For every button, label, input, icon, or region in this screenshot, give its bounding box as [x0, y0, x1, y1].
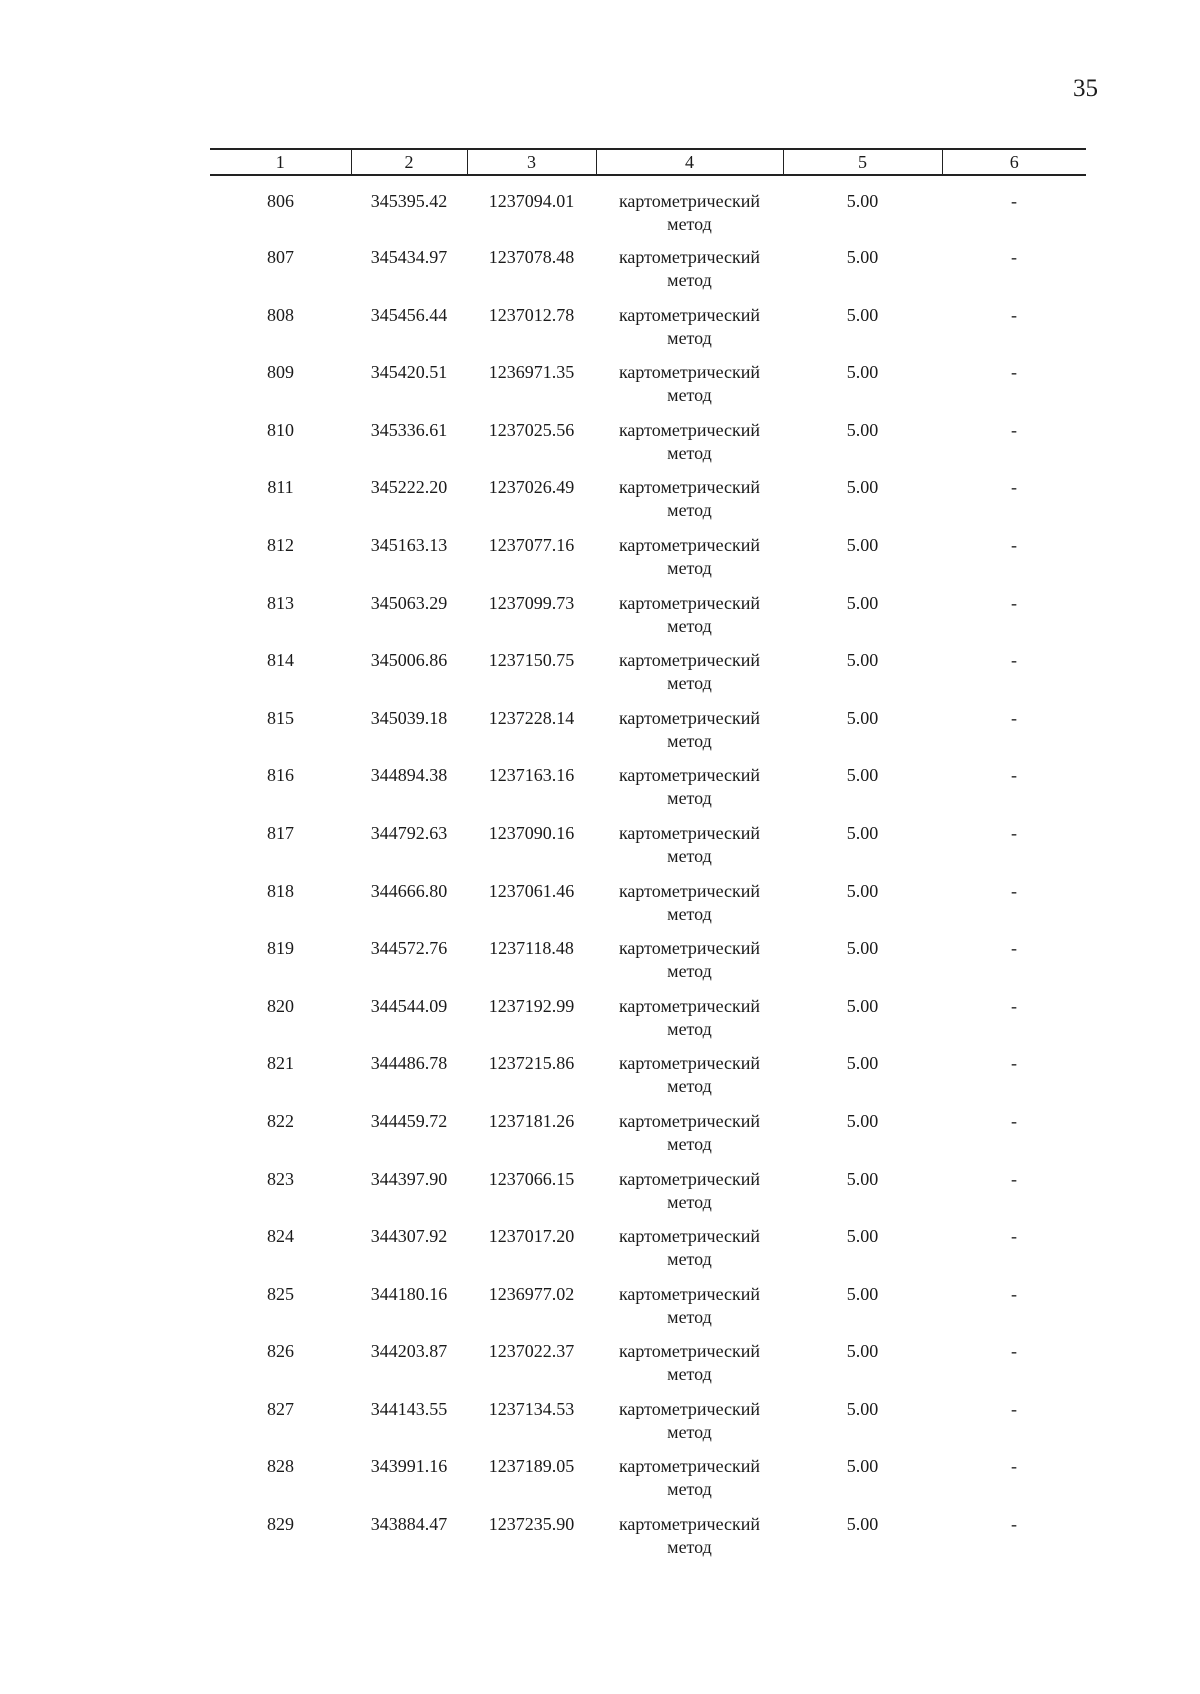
header-row	[210, 149, 1086, 175]
table-row	[210, 1513, 1086, 1571]
x-coordinate-cell: 344203.87	[370, 1341, 448, 1362]
y-coordinate-cell: 1237061.46	[488, 880, 575, 901]
description-cell: -	[1011, 534, 1017, 555]
description-cell: -	[1011, 1456, 1017, 1477]
description-cell: -	[1011, 765, 1017, 786]
header-col-2: 2	[351, 149, 467, 175]
point-number-cell: 808	[267, 304, 294, 325]
table-row	[210, 1225, 1086, 1283]
method-cell	[596, 1052, 783, 1110]
y-coordinate-cell: 1237118.48	[489, 938, 574, 959]
accuracy-cell: 5.00	[846, 362, 879, 383]
table-row	[210, 937, 1086, 995]
method-line-1: картометрический	[618, 1456, 761, 1477]
method-line-2: метод	[667, 615, 712, 636]
method-line-1: картометрический	[618, 191, 761, 211]
method-line-2: метод	[667, 327, 712, 348]
point-number-cell: 823	[267, 1168, 294, 1189]
point-number-cell: 826	[267, 1341, 294, 1362]
method-line-2: метод	[667, 961, 712, 982]
table-row	[210, 476, 1086, 534]
table-row	[210, 361, 1086, 419]
method-cell	[596, 1110, 783, 1168]
method-cell	[596, 419, 783, 477]
description-cell: -	[1011, 1168, 1017, 1189]
description-cell: -	[1011, 1053, 1017, 1074]
accuracy-cell: 5.00	[846, 191, 879, 211]
method-line-2: метод	[667, 1133, 712, 1154]
method-line-2: метод	[667, 788, 712, 809]
accuracy-cell: 5.00	[846, 1110, 879, 1131]
method-cell	[596, 1513, 783, 1571]
description-cell: -	[1011, 191, 1017, 211]
x-coordinate-cell: 344894.38	[370, 765, 448, 786]
accuracy-cell: 5.00	[846, 304, 879, 325]
table-row	[210, 592, 1086, 650]
method-line-1: картометрический	[618, 477, 761, 498]
x-coordinate-cell: 343884.47	[370, 1514, 448, 1535]
method-cell	[596, 361, 783, 419]
method-cell	[596, 304, 783, 362]
method-line-2: метод	[667, 730, 712, 751]
method-cell	[596, 937, 783, 995]
method-cell	[596, 246, 783, 304]
accuracy-cell: 5.00	[846, 1341, 879, 1362]
x-coordinate-cell: 345395.42	[370, 191, 448, 211]
y-coordinate-cell: 1237094.01	[488, 191, 575, 211]
y-coordinate-cell: 1237090.16	[488, 822, 575, 843]
description-cell: -	[1011, 1110, 1017, 1131]
y-coordinate-cell: 1236971.35	[488, 362, 575, 383]
method-cell	[596, 707, 783, 765]
x-coordinate-cell: 345063.29	[370, 592, 448, 613]
method-line-2: метод	[667, 385, 712, 406]
accuracy-cell: 5.00	[846, 1226, 879, 1247]
x-coordinate-cell: 344572.76	[370, 938, 448, 959]
accuracy-cell: 5.00	[846, 1053, 879, 1074]
point-number-cell: 813	[267, 592, 294, 613]
page-number: 35	[1073, 75, 1098, 102]
method-cell	[596, 649, 783, 707]
method-cell	[596, 1283, 783, 1341]
method-line-1: картометрический	[618, 1514, 761, 1535]
x-coordinate-cell: 345336.61	[370, 419, 448, 440]
x-coordinate-cell: 343991.16	[370, 1456, 448, 1477]
accuracy-cell: 5.00	[846, 880, 879, 901]
table-row	[210, 822, 1086, 880]
point-number-cell: 815	[267, 707, 294, 728]
x-coordinate-cell: 344180.16	[370, 1283, 448, 1304]
accuracy-cell: 5.00	[846, 534, 879, 555]
y-coordinate-cell: 1237025.56	[488, 419, 575, 440]
table-row	[210, 304, 1086, 362]
method-cell	[596, 1398, 783, 1456]
accuracy-cell: 5.00	[846, 1283, 879, 1304]
point-number-cell: 821	[267, 1053, 294, 1074]
table-row	[210, 175, 1086, 246]
description-cell: -	[1011, 995, 1017, 1016]
y-coordinate-cell: 1236977.02	[488, 1283, 575, 1304]
x-coordinate-cell: 344397.90	[370, 1168, 448, 1189]
description-cell: -	[1011, 362, 1017, 383]
accuracy-cell: 5.00	[846, 707, 879, 728]
y-coordinate-cell: 1237026.49	[488, 477, 575, 498]
method-cell	[596, 592, 783, 650]
accuracy-cell: 5.00	[846, 247, 879, 267]
table-header	[210, 149, 1086, 175]
method-line-2: метод	[667, 1537, 712, 1558]
table-row	[210, 1340, 1086, 1398]
accuracy-cell: 5.00	[846, 1398, 879, 1419]
table-row	[210, 246, 1086, 304]
y-coordinate-cell: 1237078.48	[488, 247, 575, 267]
method-line-1: картометрический	[618, 362, 761, 383]
accuracy-cell: 5.00	[846, 419, 879, 440]
y-coordinate-cell: 1237077.16	[488, 534, 575, 555]
method-line-1: картометрический	[618, 650, 761, 671]
method-line-2: метод	[667, 557, 712, 578]
description-cell: -	[1011, 650, 1017, 671]
method-cell	[596, 822, 783, 880]
point-number-cell: 824	[267, 1226, 294, 1247]
description-cell: -	[1011, 1226, 1017, 1247]
method-cell	[596, 880, 783, 938]
point-number-cell: 818	[267, 880, 294, 901]
table-row	[210, 1052, 1086, 1110]
accuracy-cell: 5.00	[846, 650, 879, 671]
method-line-1: картометрический	[618, 765, 761, 786]
accuracy-cell: 5.00	[846, 995, 879, 1016]
accuracy-cell: 5.00	[846, 765, 879, 786]
method-cell	[596, 1225, 783, 1283]
description-cell: -	[1011, 1398, 1017, 1419]
header-col-5: 5	[783, 149, 942, 175]
description-cell: -	[1011, 304, 1017, 325]
y-coordinate-cell: 1237017.20	[488, 1226, 575, 1247]
table-row	[210, 1110, 1086, 1168]
method-line-1: картометрический	[618, 1110, 761, 1131]
method-line-2: метод	[667, 1018, 712, 1039]
method-cell	[596, 534, 783, 592]
method-line-2: метод	[667, 1191, 712, 1212]
method-line-1: картометрический	[618, 534, 761, 555]
coordinates-table-wrapper	[210, 148, 1086, 1571]
y-coordinate-cell: 1237066.15	[488, 1168, 575, 1189]
table-row	[210, 419, 1086, 477]
table-body	[210, 175, 1086, 1571]
method-line-1: картометрический	[618, 995, 761, 1016]
method-line-2: метод	[667, 1479, 712, 1500]
y-coordinate-cell: 1237181.26	[488, 1110, 575, 1131]
description-cell: -	[1011, 592, 1017, 613]
x-coordinate-cell: 345006.86	[370, 650, 448, 671]
accuracy-cell: 5.00	[846, 477, 879, 498]
method-line-1: картометрический	[618, 1168, 761, 1189]
method-line-1: картометрический	[618, 707, 761, 728]
accuracy-cell: 5.00	[846, 1456, 879, 1477]
table-row	[210, 1283, 1086, 1341]
table-row	[210, 534, 1086, 592]
description-cell: -	[1011, 419, 1017, 440]
method-line-1: картометрический	[618, 304, 761, 325]
table-row	[210, 1398, 1086, 1456]
point-number-cell: 812	[267, 534, 294, 555]
method-line-1: картометрический	[618, 419, 761, 440]
method-line-2: метод	[667, 845, 712, 866]
method-cell	[596, 1340, 783, 1398]
x-coordinate-cell: 344307.92	[370, 1226, 448, 1247]
method-line-2: метод	[667, 214, 712, 234]
x-coordinate-cell: 345456.44	[370, 304, 448, 325]
point-number-cell: 828	[267, 1456, 294, 1477]
point-number-cell: 807	[267, 247, 294, 267]
method-cell	[596, 476, 783, 534]
description-cell: -	[1011, 707, 1017, 728]
description-cell: -	[1011, 880, 1017, 901]
x-coordinate-cell: 344486.78	[370, 1053, 448, 1074]
method-line-2: метод	[667, 1421, 712, 1442]
x-coordinate-cell: 345434.97	[370, 247, 448, 267]
table-row	[210, 995, 1086, 1053]
y-coordinate-cell: 1237012.78	[488, 304, 575, 325]
description-cell: -	[1011, 938, 1017, 959]
method-line-2: метод	[667, 1249, 712, 1270]
accuracy-cell: 5.00	[846, 1514, 879, 1535]
method-line-2: метод	[667, 1306, 712, 1327]
header-col-1: 1	[210, 149, 351, 175]
method-line-2: метод	[667, 1364, 712, 1385]
description-cell: -	[1011, 1341, 1017, 1362]
method-cell	[596, 175, 783, 246]
point-number-cell: 819	[267, 938, 294, 959]
point-number-cell: 809	[267, 362, 294, 383]
accuracy-cell: 5.00	[846, 822, 879, 843]
accuracy-cell: 5.00	[846, 938, 879, 959]
point-number-cell: 806	[267, 191, 294, 211]
table-row	[210, 1168, 1086, 1226]
x-coordinate-cell: 345420.51	[370, 362, 448, 383]
point-number-cell: 816	[267, 765, 294, 786]
table-row	[210, 1455, 1086, 1513]
method-line-1: картометрический	[618, 1053, 761, 1074]
y-coordinate-cell: 1237192.99	[488, 995, 575, 1016]
x-coordinate-cell: 344666.80	[370, 880, 448, 901]
y-coordinate-cell: 1237099.73	[488, 592, 575, 613]
point-number-cell: 820	[267, 995, 294, 1016]
accuracy-cell: 5.00	[846, 592, 879, 613]
y-coordinate-cell: 1237134.53	[488, 1398, 575, 1419]
coordinates-table	[210, 148, 1086, 1571]
method-line-2: метод	[667, 673, 712, 694]
y-coordinate-cell: 1237215.86	[488, 1053, 575, 1074]
method-line-1: картометрический	[618, 1341, 761, 1362]
table-row	[210, 880, 1086, 938]
point-number-cell: 817	[267, 822, 294, 843]
table-row	[210, 649, 1086, 707]
point-number-cell: 825	[267, 1283, 294, 1304]
method-line-2: метод	[667, 270, 712, 290]
header-col-3: 3	[467, 149, 596, 175]
method-line-1: картометрический	[618, 822, 761, 843]
method-line-1: картометрический	[618, 880, 761, 901]
method-cell	[596, 764, 783, 822]
description-cell: -	[1011, 822, 1017, 843]
point-number-cell: 810	[267, 419, 294, 440]
x-coordinate-cell: 345222.20	[370, 477, 448, 498]
accuracy-cell: 5.00	[846, 1168, 879, 1189]
header-col-6: 6	[942, 149, 1086, 175]
method-line-1: картометрический	[618, 1226, 761, 1247]
y-coordinate-cell: 1237150.75	[488, 650, 575, 671]
description-cell: -	[1011, 1514, 1017, 1535]
description-cell: -	[1011, 247, 1017, 267]
y-coordinate-cell: 1237228.14	[488, 707, 575, 728]
y-coordinate-cell: 1237189.05	[488, 1456, 575, 1477]
description-cell: -	[1011, 477, 1017, 498]
point-number-cell: 827	[267, 1398, 294, 1419]
y-coordinate-cell: 1237235.90	[488, 1514, 575, 1535]
point-number-cell: 829	[267, 1514, 294, 1535]
point-number-cell: 822	[267, 1110, 294, 1131]
method-line-1: картометрический	[618, 592, 761, 613]
method-line-1: картометрический	[618, 1283, 761, 1304]
x-coordinate-cell: 345039.18	[370, 707, 448, 728]
description-cell: -	[1011, 1283, 1017, 1304]
point-number-cell: 811	[267, 477, 294, 498]
x-coordinate-cell: 344544.09	[370, 995, 448, 1016]
method-line-2: метод	[667, 903, 712, 924]
method-line-1: картометрический	[618, 938, 761, 959]
x-coordinate-cell: 344792.63	[370, 822, 448, 843]
table-row	[210, 707, 1086, 765]
method-line-2: метод	[667, 1076, 712, 1097]
table-row	[210, 764, 1086, 822]
method-cell	[596, 1168, 783, 1226]
header-col-4: 4	[596, 149, 783, 175]
x-coordinate-cell: 344459.72	[370, 1110, 448, 1131]
point-number-cell: 814	[267, 650, 294, 671]
method-cell	[596, 995, 783, 1053]
method-cell	[596, 1455, 783, 1513]
method-line-1: картометрический	[618, 1398, 761, 1419]
method-line-2: метод	[667, 500, 712, 521]
y-coordinate-cell: 1237022.37	[488, 1341, 575, 1362]
y-coordinate-cell: 1237163.16	[488, 765, 575, 786]
x-coordinate-cell: 345163.13	[370, 534, 448, 555]
x-coordinate-cell: 344143.55	[370, 1398, 448, 1419]
method-line-1: картометрический	[618, 247, 761, 267]
method-line-2: метод	[667, 442, 712, 463]
